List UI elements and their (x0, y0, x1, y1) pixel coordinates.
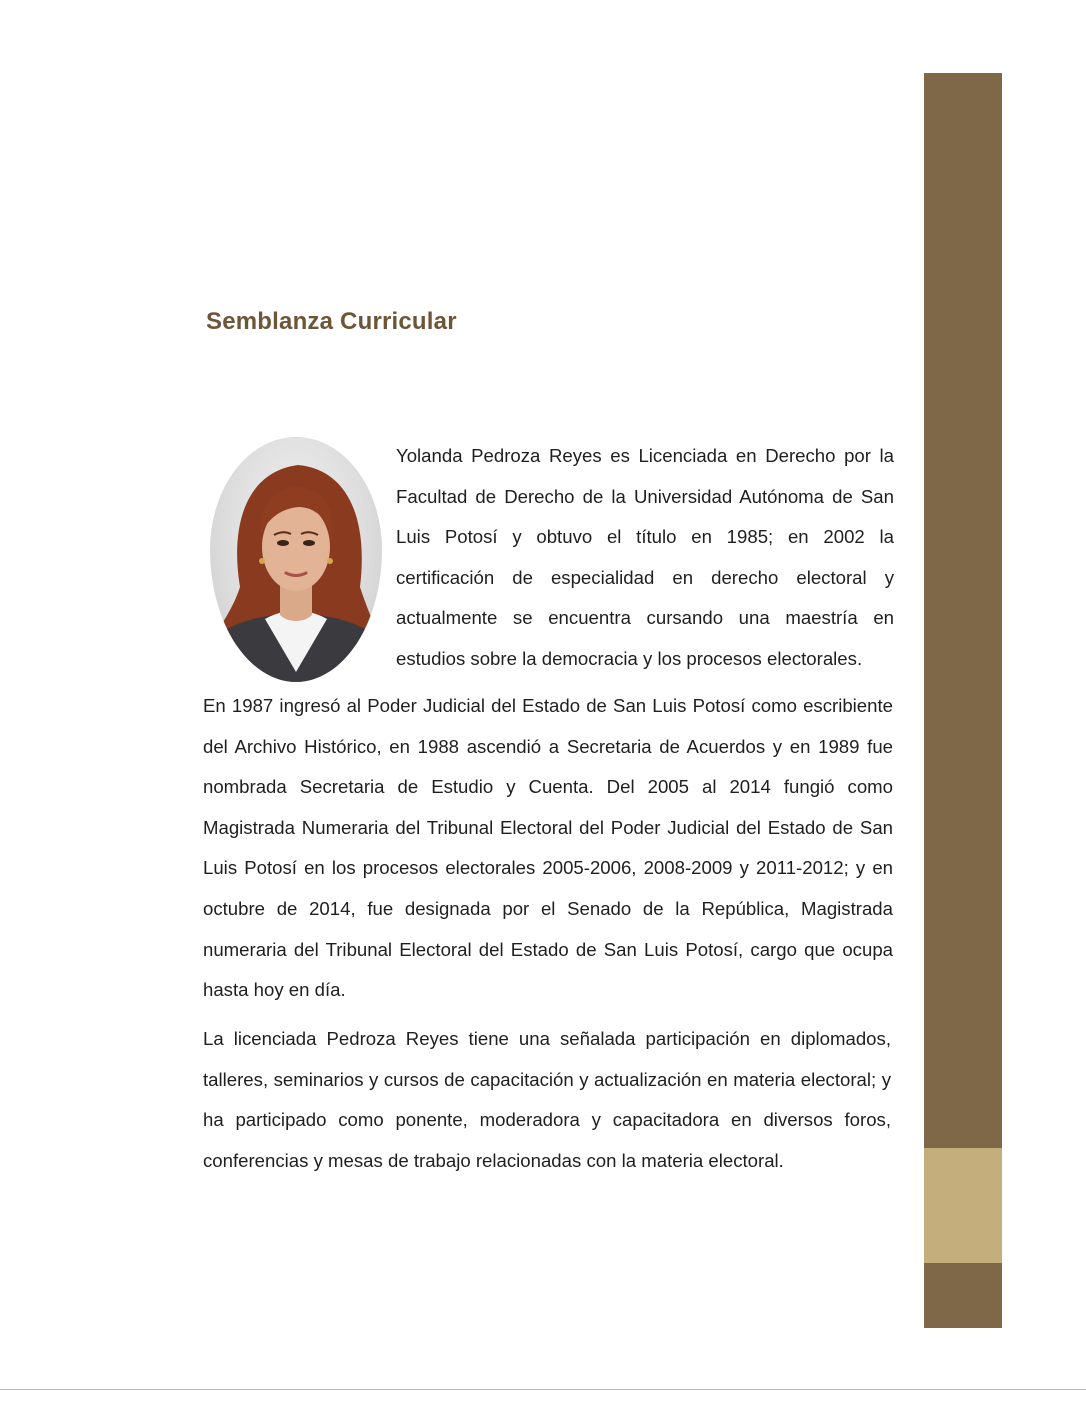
career-paragraph: En 1987 ingresó al Poder Judicial del Estado de San Luis Potosí como escribiente del Archivo Histórico, en 1988 ascendió a Secretaria de Acuerdos y en 1989 fue nombrada Secretaria de Estudio y Cuenta. Del 2005 al 2014 fungió como Magistrada Numeraria del Tribunal Electoral del Poder Judicial del Estado de San Luis Potosí en los procesos electorales 2005-2006, 2008-2009 y 2011-2012; y en octubre de 2014, fue designada por el Senado de la República, Magistrada numeraria del Tribunal Electoral del Estado de San Luis Potosí, cargo que ocupa hasta hoy en día. (203, 695, 893, 1001)
scan-edge-line (0, 1389, 1086, 1390)
portrait-photo (210, 437, 382, 682)
decorative-side-bar (924, 73, 1002, 1328)
intro-paragraph: Yolanda Pedroza Reyes es Licenciada en Derecho por la Facultad de Derecho de la Universidad Autónoma de San Luis Potosí y obtuvo el título en 1985; en 2002 la certificación de especialidad en derecho electoral y actualmente se encuentra cursando una maestría en estudios sobre la democracia y los procesos electorales. (396, 445, 894, 669)
participation-paragraph: La licenciada Pedroza Reyes tiene una señalada participación en diplomados, talleres, seminarios y cursos de capacitación y actualización en materia electoral; y ha participado como ponente, moderadora y capacitadora en diversos foros, conferencias y mesas de trabajo relacionadas con la materia electoral. (203, 1028, 891, 1171)
document-title: Semblanza Curricular (206, 308, 457, 335)
side-bar-accent-band (924, 1148, 1002, 1263)
